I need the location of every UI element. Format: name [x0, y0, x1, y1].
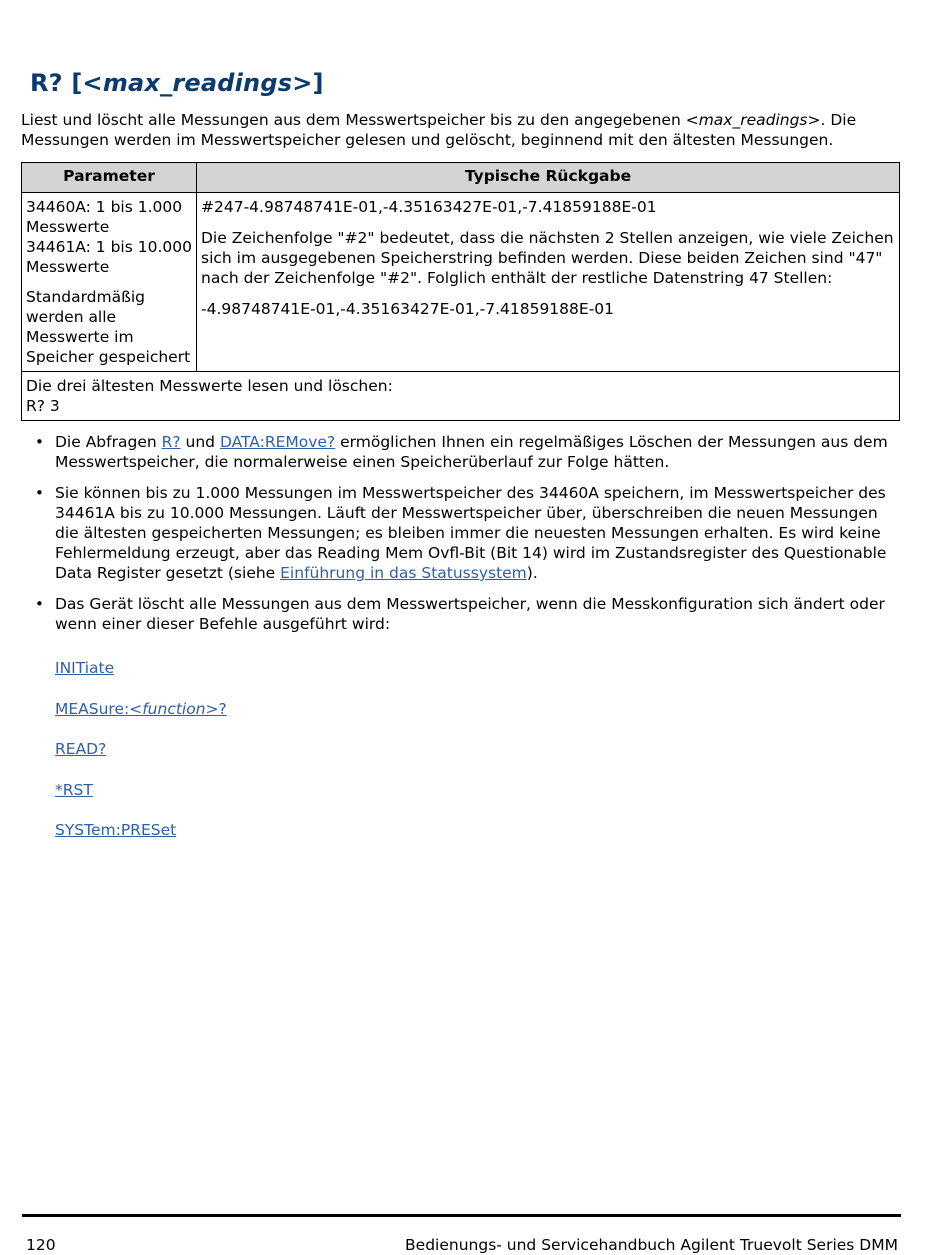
return-cell [197, 193, 900, 372]
return-data-string: -4.98748741E-01,-4.35163427E-01,-7.41859188E-01 [201, 300, 615, 318]
link-status-system[interactable]: Einführung in das Statussystem [280, 564, 527, 582]
link-read[interactable]: READ? [55, 740, 107, 758]
manual-title: Bedienungs- und Servicehandbuch Agilent Truevolt Series DMM [405, 1236, 898, 1254]
bullet-text: Das Gerät löscht alle Messungen aus dem Messwertspeicher, wenn die Messkonfiguration sich ändert oder wenn einer dieser Befehle ausgeführt wird: [55, 595, 885, 633]
link-r-query[interactable]: R? [161, 433, 181, 451]
example-description: Die drei ältesten Messwerte lesen und löschen: [26, 377, 393, 395]
param-range-34460a [26, 197, 192, 277]
param-default: Standardmäßig werden alle Messwerte im Speicher gespeichert [26, 288, 191, 366]
return-sample: #247-4.98748741E-01,-4.35163427E-01,-7.41859188E-01 [201, 198, 657, 216]
command-list [55, 658, 227, 861]
intro-text-after: . Die Messungen werden im Messwertspeicher gelesen und gelöscht, beginnend mit den ältesten Messungen. [21, 111, 857, 149]
bullet-text: ). [526, 564, 538, 582]
page-number: 120 [26, 1236, 56, 1254]
intro-paragraph [21, 110, 911, 150]
link-measure[interactable] [55, 699, 227, 719]
title-prefix: R? [ [30, 69, 83, 97]
bullet-icon: • [35, 484, 44, 502]
title-suffix: ] [312, 69, 324, 97]
list-item [21, 483, 901, 583]
param-line-2: 34461A: 1 bis 10.000 Messwerte [26, 238, 192, 276]
link-system-preset[interactable]: SYSTem:PRESet [55, 821, 177, 839]
list-item [21, 432, 901, 472]
page-title [30, 66, 324, 100]
header-return: Typische Rückgabe [197, 163, 900, 193]
intro-param: <max_readings> [685, 111, 821, 129]
bullet-text: und [180, 433, 220, 451]
parameter-cell [22, 193, 197, 372]
link-data-remove[interactable]: DATA:REMove? [219, 433, 336, 451]
bullet-text: ermöglichen Ihnen ein regelmäßiges Löschen der Messungen aus dem Messwertspeicher, die normalerweise einen Speicherüberlauf zur Folge hätten. [55, 433, 888, 471]
link-initiate[interactable]: INITiate [55, 659, 115, 677]
table-row [22, 193, 900, 372]
title-param: <max_readings> [82, 69, 313, 97]
measure-suffix: ? [218, 699, 227, 718]
table-header-row [22, 163, 900, 193]
table-row-example [22, 372, 900, 421]
bullet-icon: • [35, 595, 44, 613]
link-rst[interactable]: *RST [55, 780, 93, 799]
parameter-table [21, 162, 900, 421]
list-item [21, 594, 901, 634]
measure-prefix: MEASure: [55, 699, 130, 718]
param-line-1: 34460A: 1 bis 1.000 Messwerte [26, 198, 183, 236]
example-cell [22, 372, 900, 421]
bullet-text: Die Abfragen [55, 433, 162, 451]
header-parameter: Parameter [22, 163, 197, 193]
intro-text-before: Liest und löscht alle Messungen aus dem Messwertspeicher bis zu den angegebenen [21, 111, 686, 129]
bullet-icon: • [35, 433, 44, 451]
notes-list [21, 432, 901, 645]
bullet-text: Sie können bis zu 1.000 Messungen im Messwertspeicher des 34460A speichern, im Messwertspeicher des 34461A bis zu 10.000 Messungen. Läuft der Messwertspeicher über, überschreiben die neuen Messungen die ältesten gespeicherten Messungen; es bleiben immer die neuesten Messungen erhalten. Es wird keine Fehlermeldung erzeugt, aber das Reading Mem Ovfl-Bit (Bit 14) wird im Zustandsregister des Questionable Data Register gesetzt (siehe [55, 484, 887, 582]
footer-divider [22, 1214, 901, 1217]
measure-param: <function> [129, 699, 219, 718]
return-explanation: Die Zeichenfolge "#2" bedeutet, dass die nächsten 2 Stellen anzeigen, wie viele Zeichen sich im ausgegebenen Speicherstring befinden werden. Diese beiden Zeichen sind "47" nach der Zeichenfolge "#2". Folglich enthält der restliche Datenstring 47 Stellen: [201, 229, 894, 287]
example-command: R? 3 [26, 397, 60, 415]
